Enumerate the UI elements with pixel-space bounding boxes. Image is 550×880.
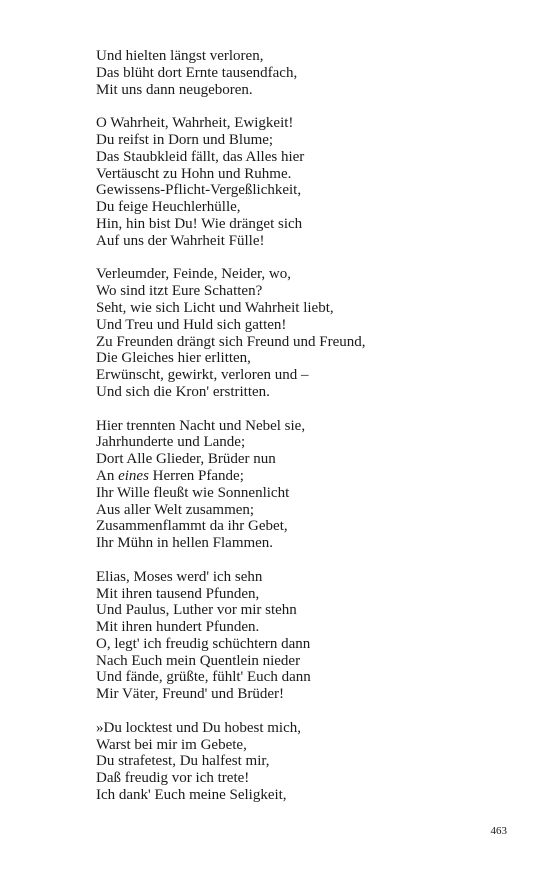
poem-line: Die Gleiches hier erlitten, bbox=[96, 350, 251, 367]
poem-line: Gewissens-Pflicht-Vergeßlichkeit, bbox=[96, 182, 302, 199]
poem-line: Hier trennten Nacht und Nebel sie, bbox=[96, 417, 306, 434]
stanza bbox=[96, 418, 516, 552]
poem-line: Du strafetest, Du halfest mir, bbox=[96, 753, 270, 770]
poem-line: Das Staubkleid fällt, das Alles hier bbox=[96, 148, 305, 165]
emphasized-word: eines bbox=[118, 467, 149, 484]
poem-line: Wo sind itzt Eure Schatten? bbox=[96, 283, 263, 300]
poem-line: Und Paulus, Luther vor mir stehn bbox=[96, 602, 297, 619]
poem-line: Erwünscht, gewirkt, verloren und – bbox=[96, 367, 309, 384]
poem-line: Ich dank' Euch meine Seligkeit, bbox=[96, 787, 287, 804]
poem-line: Dort Alle Glieder, Brüder nun bbox=[96, 451, 276, 468]
poem-line: Das blüht dort Ernte tausendfach, bbox=[96, 64, 298, 81]
stanza bbox=[96, 266, 516, 400]
poem-line: Ihr Wille fleußt wie Sonnenlicht bbox=[96, 484, 290, 501]
stanza bbox=[96, 569, 516, 703]
poem-line: Hin, hin bist Du! Wie dränget sich bbox=[96, 215, 303, 232]
poem-line: O Wahrheit, Wahrheit, Ewigkeit! bbox=[96, 115, 294, 132]
poem-line: Zusammenflammt da ihr Gebet, bbox=[96, 518, 288, 535]
poem-line: O, legt' ich freudig schüchtern dann bbox=[96, 635, 311, 652]
poem-line: Aus aller Welt zusammen; bbox=[96, 501, 255, 518]
poem-line bbox=[96, 468, 516, 485]
line-text: Herren Pfande; bbox=[148, 467, 244, 484]
poem-line: Du feige Heuchlerhülle, bbox=[96, 199, 241, 216]
poem-line: Mir Väter, Freund' und Brüder! bbox=[96, 686, 285, 703]
poem-line: Verleumder, Feinde, Neider, wo, bbox=[96, 266, 291, 283]
poem-line: Ihr Mühn in hellen Flammen. bbox=[96, 535, 274, 552]
poem-line: Auf uns der Wahrheit Fülle! bbox=[96, 232, 265, 249]
poem-line: Du reifst in Dorn und Blume; bbox=[96, 131, 274, 148]
poem-line: Jahrhunderte und Lande; bbox=[96, 434, 246, 451]
stanza bbox=[96, 48, 516, 98]
poem-line: Mit uns dann neugeboren. bbox=[96, 81, 253, 98]
poem-line: Und Treu und Huld sich gatten! bbox=[96, 316, 287, 333]
poem-line: »Du locktest und Du hobest mich, bbox=[96, 719, 301, 736]
poem-line: Warst bei mir im Gebete, bbox=[96, 736, 247, 753]
poem-line: Und fände, grüßte, fühlt' Euch dann bbox=[96, 669, 311, 686]
poem-line: Nach Euch mein Quentlein nieder bbox=[96, 652, 301, 669]
poem-line: Mit ihren tausend Pfunden, bbox=[96, 585, 260, 602]
poem-line: Seht, wie sich Licht und Wahrheit liebt, bbox=[96, 299, 334, 316]
poem-line: Daß freudig vor ich trete! bbox=[96, 770, 250, 787]
stanza bbox=[96, 115, 516, 249]
page-number: 463 bbox=[490, 825, 507, 837]
poem-text bbox=[96, 48, 516, 821]
poem-line: Elias, Moses werd' ich sehn bbox=[96, 568, 263, 585]
poem-line: Mit ihren hundert Pfunden. bbox=[96, 619, 260, 636]
stanza bbox=[96, 720, 516, 804]
poem-line: Vertäuscht zu Hohn und Ruhme. bbox=[96, 165, 292, 182]
poem-line: Und sich die Kron' erstritten. bbox=[96, 383, 270, 400]
line-text: An bbox=[96, 467, 119, 484]
poem-line: Und hielten längst verloren, bbox=[96, 48, 264, 64]
poem-line: Zu Freunden drängt sich Freund und Freund, bbox=[96, 333, 366, 350]
